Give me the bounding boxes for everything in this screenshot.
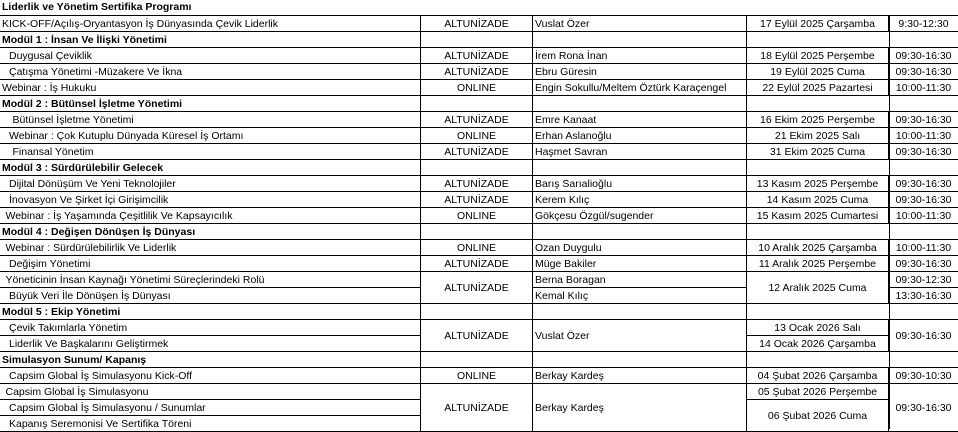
- session-time: 09:30-16:30: [895, 66, 952, 78]
- session-date: 31 Ekim 2025 Cuma: [746, 144, 889, 160]
- session-name: Capsim Global İş Simulasyonu: [5, 386, 149, 398]
- session-date: 05 Şubat 2026 Perşembe: [746, 384, 889, 400]
- session-time: 09:30-16:30: [895, 258, 952, 270]
- session-trainer: Erhan Aslanoğlu: [532, 128, 746, 144]
- session-date: 22 Eylül 2025 Pazartesi: [746, 80, 889, 96]
- session-location: ALTUNİZADE: [420, 384, 532, 432]
- session-time: 10:00-11:30: [895, 210, 952, 222]
- column-border: [532, 16, 533, 429]
- session-trainer: Ebru Güresin: [532, 64, 746, 80]
- session-name: Dijital Dönüşüm Ve Yeni Teknolojiler: [9, 178, 176, 190]
- session-date: 13 Kasım 2025 Perşembe: [746, 176, 889, 192]
- session-date: 12 Aralık 2025 Cuma: [746, 272, 889, 304]
- session-time: 09:30-16:30: [895, 194, 952, 206]
- session-name: Yöneticinin İnsan Kaynağı Yönetimi Süreçlerindeki Rolü: [5, 274, 265, 286]
- session-name: Çevik Takımlarla Yönetim: [9, 322, 128, 334]
- session-trainer: Haşmet Savran: [532, 144, 746, 160]
- column-border: [889, 16, 890, 429]
- session-time: 09:30-12:30: [895, 274, 952, 286]
- session-location: ALTUNİZADE: [420, 320, 532, 352]
- session-date: 14 Kasım 2025 Cuma: [746, 192, 889, 208]
- session-location: ALTUNİZADE: [420, 176, 532, 192]
- module-heading: Modül 1 : İnsan Ve İlişki Yönetimi: [2, 34, 167, 46]
- session-trainer: Emre Kanaat: [532, 112, 746, 128]
- module-heading: Modül 5 : Ekip Yönetimi: [2, 306, 121, 318]
- session-name: Capsim Global İş Simulasyonu / Sunumlar: [9, 402, 206, 414]
- session-name: Duygusal Çeviklik: [9, 50, 92, 62]
- session-trainer: Ozan Duygulu: [532, 240, 746, 256]
- session-trainer: Gökçesu Özgül/sugender: [532, 208, 746, 224]
- session-date: 15 Kasım 2025 Cumartesi: [746, 208, 889, 224]
- session-trainer: İrem Rona İnan: [532, 48, 746, 64]
- session-name: Finansal Yönetim: [12, 146, 94, 158]
- session-time: 09:30-16:30: [895, 146, 952, 158]
- session-trainer: Berkay Kardeş: [532, 368, 746, 384]
- session-trainer: Barış Sarıalioğlu: [532, 176, 746, 192]
- session-name: Bütünsel İşletme Yönetimi: [12, 114, 134, 126]
- module-heading: Modül 4 : Değişen Dönüşen İş Dünyası: [2, 226, 196, 238]
- session-date: 18 Eylül 2025 Perşembe: [746, 48, 889, 64]
- session-name: Capsim Global İş Simulasyonu Kick-Off: [9, 370, 193, 382]
- session-trainer: Vuslat Özer: [532, 320, 746, 352]
- session-time: 09:30-16:30: [895, 330, 952, 342]
- module-heading-fill: [420, 224, 958, 240]
- session-name: Çatışma Yönetimi -Müzakere Ve İkna: [9, 66, 183, 78]
- session-location: ALTUNİZADE: [420, 272, 532, 304]
- session-name: Webinar : Çok Kutuplu Dünyada Küresel İş Ortamı: [9, 130, 244, 142]
- session-location: ALTUNİZADE: [420, 64, 532, 80]
- session-date: 19 Eylül 2025 Cuma: [746, 64, 889, 80]
- session-location: ALTUNİZADE: [420, 48, 532, 64]
- module-heading: Simulasyon Sunum/ Kapanış: [2, 354, 147, 366]
- session-name: Kapanış Seremonisi Ve Sertifika Töreni: [9, 418, 192, 430]
- column-border: [420, 16, 421, 429]
- module-heading-fill: [420, 32, 958, 48]
- session-date: 11 Aralık 2025 Perşembe: [746, 256, 889, 272]
- session-date: 16 Ekim 2025 Perşembe: [746, 112, 889, 128]
- session-name: Webinar : İş Hukuku: [2, 82, 97, 94]
- session-name: Büyük Veri İle Dönüşen İş Dünyası: [9, 290, 171, 302]
- session-trainer: Müge Bakiler: [532, 256, 746, 272]
- session-trainer: Engin Sokullu/Meltem Öztürk Karaçengel: [532, 80, 746, 96]
- session-trainer: Berna Boragan: [532, 272, 746, 288]
- session-time: 09:30-16:30: [895, 402, 952, 414]
- session-date: 06 Şubat 2026 Cuma: [746, 400, 889, 432]
- session-location: ONLINE: [420, 208, 532, 224]
- module-heading-fill: [420, 160, 958, 176]
- session-trainer: Kemal Kılıç: [532, 288, 746, 304]
- session-location: ONLINE: [420, 368, 532, 384]
- module-heading-fill: [420, 304, 958, 320]
- session-time: 9:30-12:30: [898, 18, 949, 30]
- session-location: ALTUNİZADE: [420, 144, 532, 160]
- session-location: ONLINE: [420, 80, 532, 96]
- session-time: 09:30-16:30: [895, 50, 952, 62]
- session-name: KICK-OFF/Açılış-Oryantasyon İş Dünyasında Çevik Liderlik: [2, 18, 279, 30]
- session-location: ONLINE: [420, 240, 532, 256]
- module-heading: Modül 3 : Sürdürülebilir Gelecek: [2, 162, 164, 174]
- sheet-title: Liderlik ve Yönetim Sertifika Programı: [2, 1, 192, 13]
- session-time: 13:30-16:30: [895, 290, 952, 302]
- module-heading-fill: [420, 96, 958, 112]
- session-location: ALTUNİZADE: [420, 256, 532, 272]
- session-date: 21 Ekim 2025 Salı: [746, 128, 889, 144]
- session-name: Webinar : Sürdürülebilirlik Ve Liderlik: [5, 242, 177, 254]
- column-border: [746, 16, 747, 429]
- session-trainer: Vuslat Özer: [532, 16, 746, 32]
- session-location: ALTUNİZADE: [420, 192, 532, 208]
- session-date: 04 Şubat 2026 Çarşamba: [746, 368, 889, 384]
- session-date: 17 Eylül 2025 Çarşamba: [746, 16, 889, 32]
- session-location: ALTUNİZADE: [420, 112, 532, 128]
- session-date: 13 Ocak 2026 Salı: [746, 320, 889, 336]
- session-time: 09:30-16:30: [895, 178, 952, 190]
- session-trainer: Kerem Kılıç: [532, 192, 746, 208]
- session-name: Webinar : İş Yaşamında Çeşitlilik Ve Kapsayıcılık: [5, 210, 233, 222]
- session-time: 10:00-11:30: [895, 130, 952, 142]
- session-time: 10:00-11:30: [895, 82, 952, 94]
- session-name: Değişim Yönetimi: [9, 258, 91, 270]
- session-location: ONLINE: [420, 128, 532, 144]
- session-name: İnovasyon Ve Şirket İçi Girişimcilik: [9, 194, 169, 206]
- module-heading-fill: [420, 352, 958, 368]
- session-trainer: Berkay Kardeş: [532, 384, 746, 432]
- session-date: 14 Ocak 2026 Çarşamba: [746, 336, 889, 352]
- module-heading: Modül 2 : Bütünsel İşletme Yönetimi: [2, 98, 183, 110]
- session-time: 09:30-16:30: [895, 114, 952, 126]
- session-date: 10 Aralık 2025 Çarşamba: [746, 240, 889, 256]
- session-name: Liderlik Ve Başkalarını Geliştirmek: [9, 338, 169, 350]
- session-time: 09:30-10:30: [895, 370, 952, 382]
- session-time: 10:00-11:30: [895, 242, 952, 254]
- session-location: ALTUNİZADE: [420, 16, 532, 32]
